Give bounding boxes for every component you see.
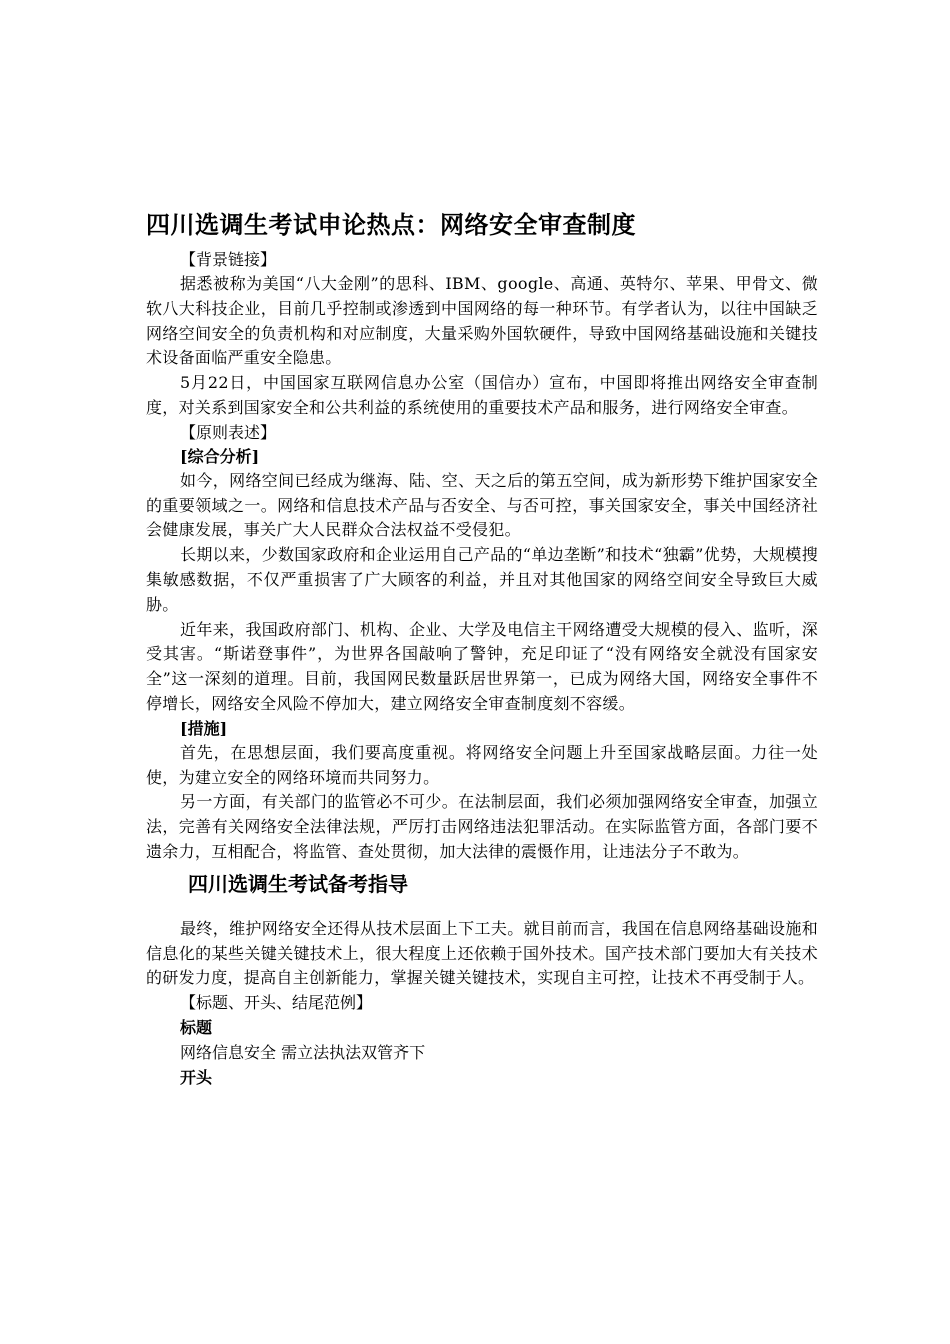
title-label: 标题 [180,1017,213,1037]
measures-paragraph: 另一方面，有关部门的监管必不可少。在法制层面，我们必须加强网络安全审查，加强立法，完善有关网络安全法律法规，严厉打击网络违法犯罪活动。在实际监管方面，各部门要不遗余力，互相配合，将监管、查处贯彻，加大法律的震慑作用，让违法分子不敢为。 [146,792,818,861]
title-example: 网络信息安全 需立法执法双管齐下 [180,1042,426,1062]
opening-label: 开头 [180,1067,213,1087]
background-paragraph: 据悉被称为美国“八大金刚”的思科、IBM、google、高通、英特尔、苹果、甲骨文、微软八大科技企业，目前几乎控制或渗透到中国网络的每一种环节。有学者认为，以往中国缺乏网络空间安全的负责机构和对应制度，大量采购外国软硬件，导致中国网络基础设施和关键技术设备面临严重安全隐患。 [146,274,818,368]
examples-label: 【标题、开头、结尾范例】 [180,993,373,1013]
measures-label: [措施] [180,718,228,738]
analysis-paragraph: 长期以来，少数国家政府和企业运用自己产品的“单边垄断”和技术“独霸”优势，大规模搜集敏感数据，不仅严重损害了广大顾客的利益，并且对其他国家的网络空间安全导致巨大威胁。 [146,545,818,614]
document-title: 四川选调生考试申论热点：网络安全审查制度 [146,211,636,239]
background-paragraph: 5月22日，中国国家互联网信息办公室（国信办）宣布，中国即将推出网络安全审查制度，对关系到国家安全和公共利益的系统使用的重要技术产品和服务，进行网络安全审查。 [146,373,818,417]
background-label: 【背景链接】 [180,250,277,269]
analysis-paragraph: 近年来，我国政府部门、机构、企业、大学及电信主干网络遭受大规模的侵入、监听，深受其害。“斯诺登事件”，为世界各国敲响了警钟，充足印证了“没有网络安全就没有国家安全”这一深刻的道理。目前，我国网民数量跃居世界第一，已成为网络大国，网络安全事件不停增长，网络安全风险不停加大，建立网络安全审查制度刻不容缓。 [146,619,818,713]
final-paragraph: 最终，维护网络安全还得从技术层面上下工夫。就目前而言，我国在信息网络基础设施和信息化的某些关键关键技术上，很大程度上还依赖于国外技术。国产技术部门要加大有关技术的研发力度，提高自主创新能力，掌握关键关键技术，实现自主可控，让技术不再受制于人。 [146,918,818,988]
measures-paragraph: 首先，在思想层面，我们要高度重视。将网络安全问题上升至国家战略层面。力往一处使，为建立安全的网络环境而共同努力。 [146,742,818,787]
analysis-paragraph: 如今，网络空间已经成为继海、陆、空、天之后的第五空间，成为新形势下维护国家安全的重要领域之一。网络和信息技术产品与否安全、与否可控，事关国家安全，事关中国经济社会健康发展，事关广大人民群众合法权益不受侵犯。 [146,470,818,540]
analysis-label: [综合分析] [180,446,260,466]
principle-label: 【原则表述】 [180,422,277,442]
mid-heading: 四川选调生考试备考指导 [188,871,408,896]
document-content [146,208,818,1090]
